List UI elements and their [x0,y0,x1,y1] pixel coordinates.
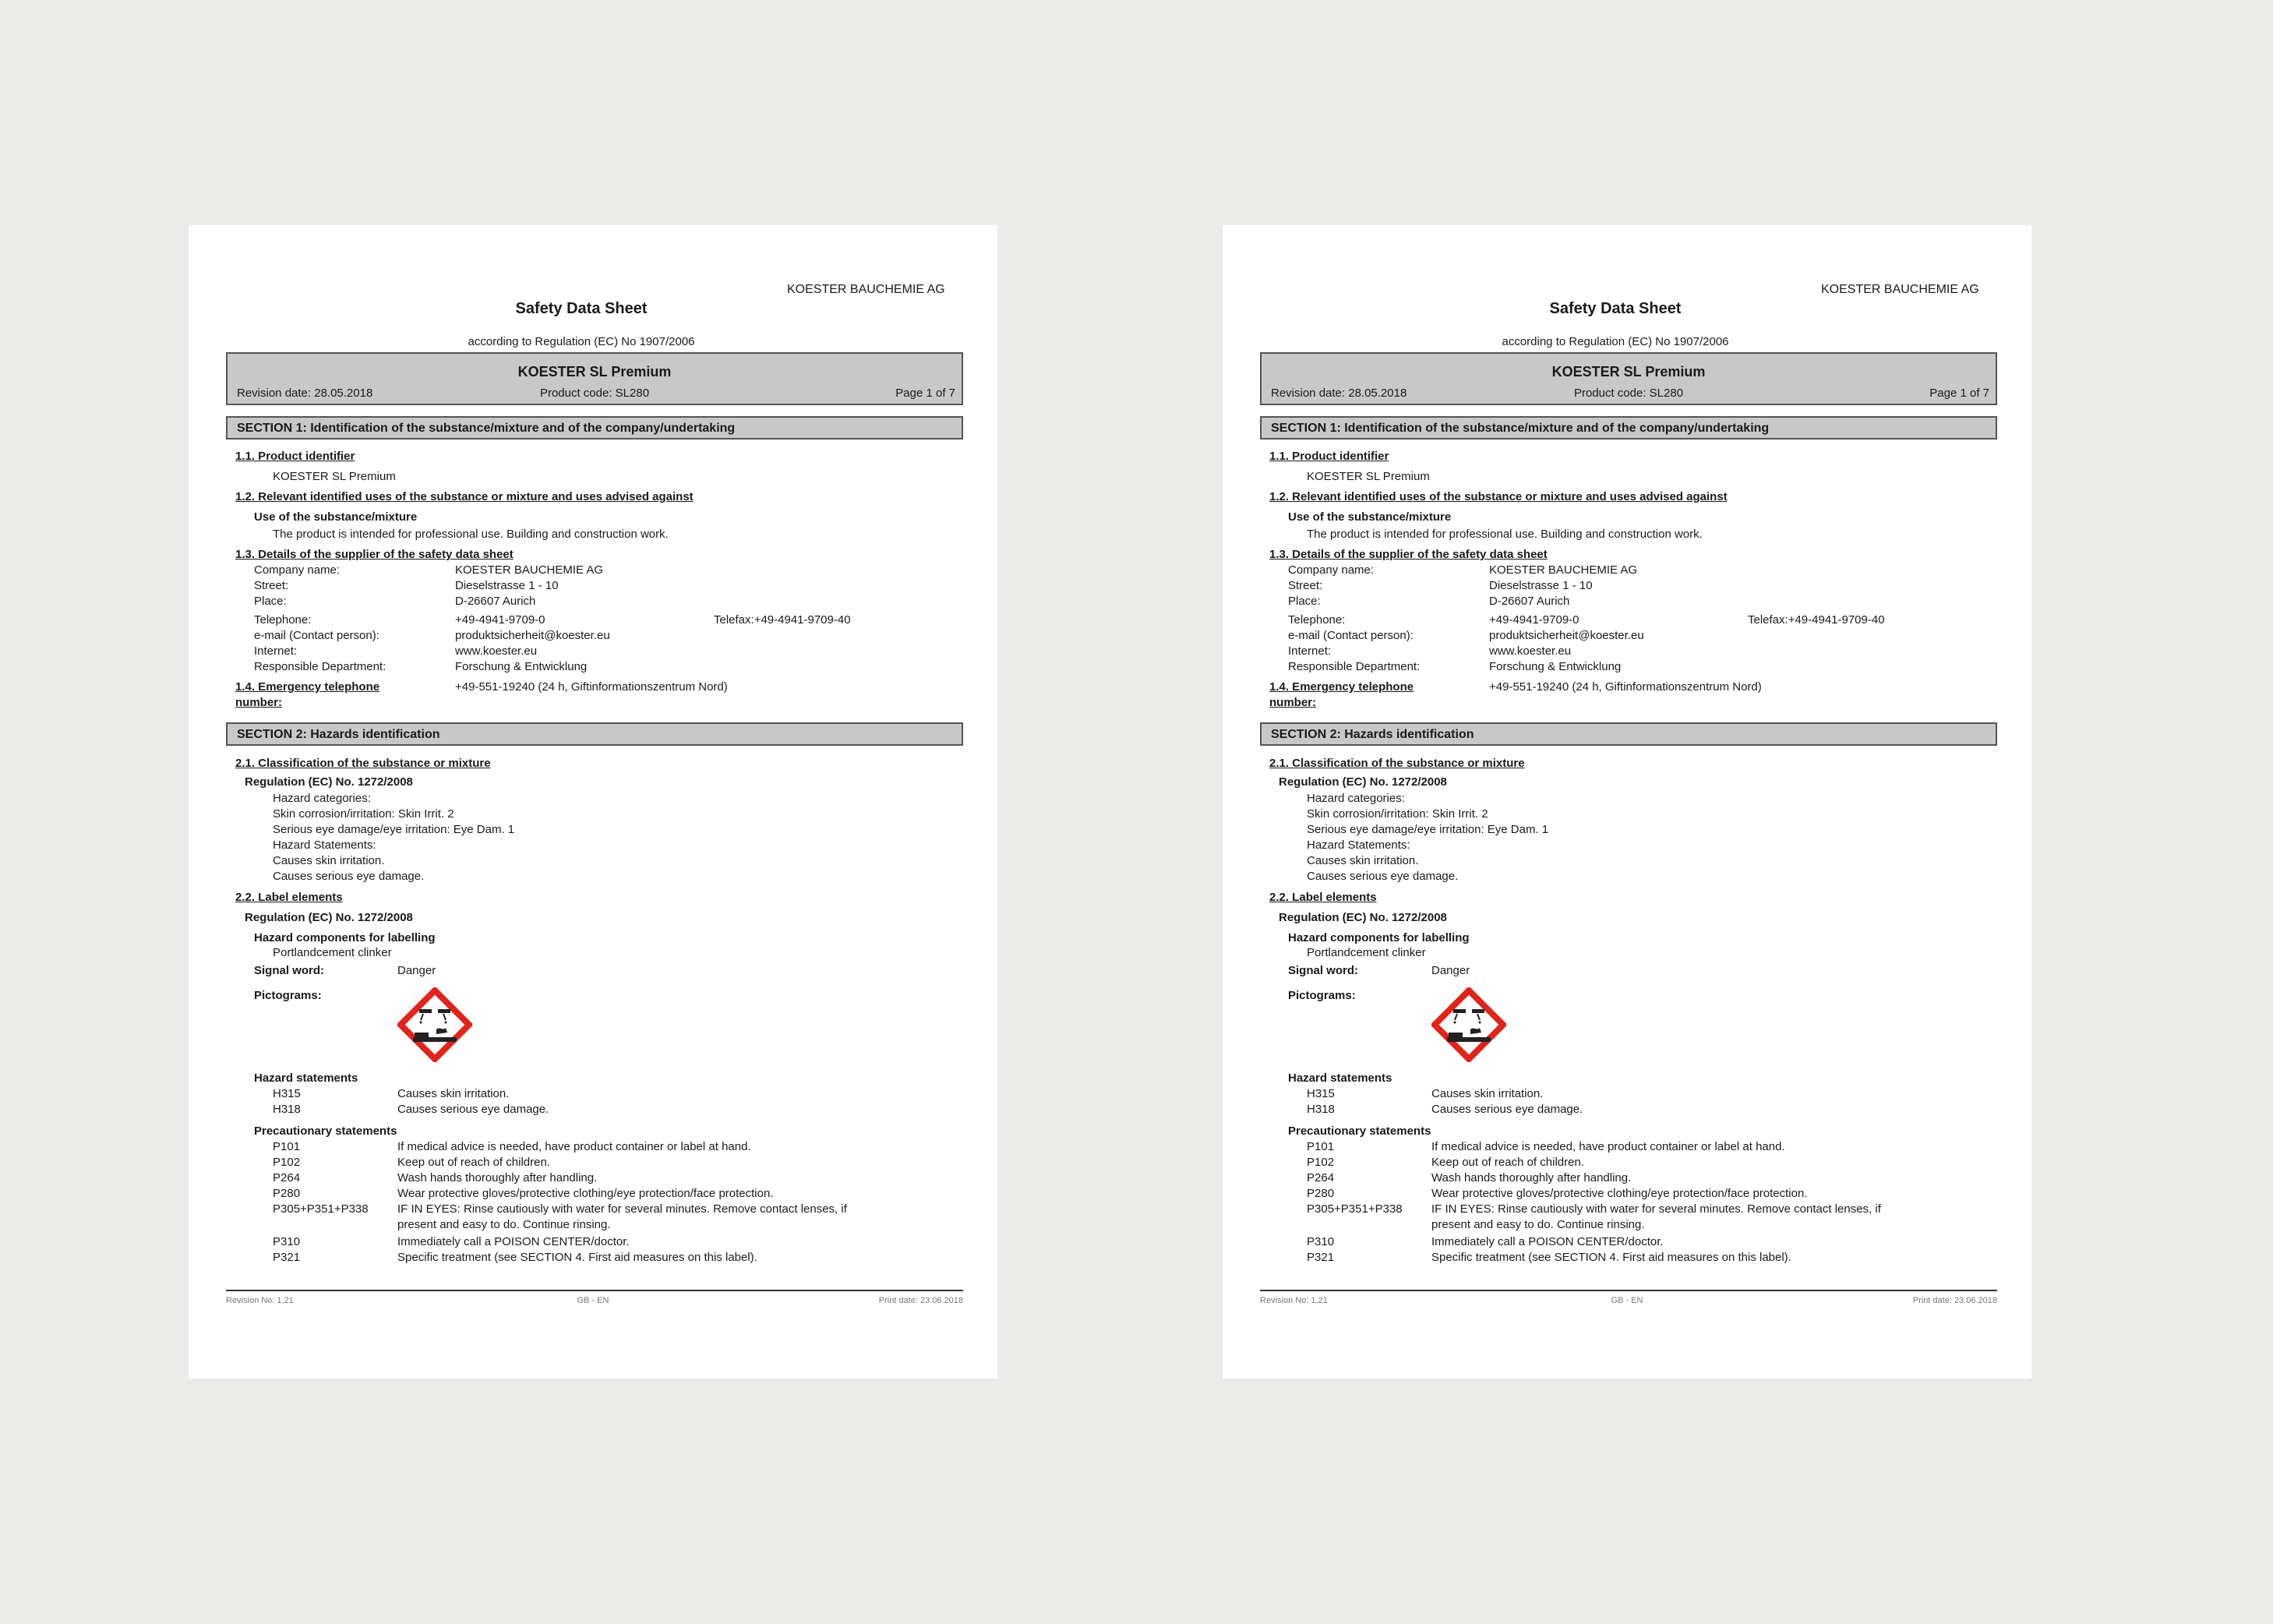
section-1-title: SECTION 1: Identification of the substance/mixture and of the company/undertaking [1260,416,1997,440]
h-statement-code: H315 [1307,1087,1335,1100]
s12-use-label: Use of the substance/mixture [1288,510,1452,524]
s13-heading: 1.3. Details of the supplier of the safety data sheet [1269,548,1548,561]
hazard-statements-label: Hazard Statements: [1307,838,1410,852]
signal-word-value: Danger [1431,964,1470,977]
p-statement-code: P280 [273,1187,301,1200]
causes-eye-text: Causes serious eye damage. [273,870,425,883]
section-2-title: SECTION 2: Hazards identification [226,722,963,746]
internet-label: Internet: [254,644,298,658]
p-statement-code: P310 [1307,1235,1335,1248]
h-statement-code: H318 [1307,1103,1335,1116]
internet-value[interactable]: www.koester.eu [455,644,538,658]
p-statement-text-continued: present and easy to do. Continue rinsing. [1431,1218,1645,1231]
p-statement-text: Wear protective gloves/protective clothing/eye protection/face protection. [1431,1187,1808,1200]
components-value: Portlandcement clinker [1307,946,1426,959]
product-header-box [1260,352,1997,405]
p-statement-text: Keep out of reach of children. [1431,1156,1584,1169]
signal-word-label: Signal word: [1288,964,1358,977]
s21-regulation: Regulation (EC) No. 1272/2008 [245,775,413,789]
pictograms-label: Pictograms: [254,989,322,1002]
footer-print-date: Print date: 23.06.2018 [878,1296,963,1305]
company-label: Company name: [254,563,341,577]
p-statement-code: P101 [1307,1140,1335,1153]
hazard-categories-label: Hazard categories: [273,792,371,805]
p-statement-text: Immediately call a POISON CENTER/doctor. [397,1235,630,1248]
p-statement-text: Immediately call a POISON CENTER/doctor. [1431,1235,1664,1248]
email-value[interactable]: produktsicherheit@koester.eu [455,629,610,642]
h-statement-text: Causes skin irritation. [1431,1087,1544,1100]
h-statement-text: Causes serious eye damage. [1431,1103,1583,1116]
p-statement-text: Wash hands thoroughly after handling. [397,1171,598,1184]
p-statement-text: Wear protective gloves/protective clothing/eye protection/face protection. [397,1187,774,1200]
components-value: Portlandcement clinker [273,946,392,959]
place-value: D-26607 Aurich [1489,595,1570,608]
footer-divider [226,1290,963,1291]
dept-value: Forschung & Entwicklung [1489,660,1622,673]
p-statement-text: If medical advice is needed, have product container or label at hand. [397,1140,751,1153]
email-label: e-mail (Contact person): [254,629,379,642]
street-label: Street: [1288,579,1323,592]
s14-value: +49-551-19240 (24 h, Giftinformationszentrum Nord) [455,680,728,694]
signal-word-value: Danger [397,964,436,977]
telephone-value: +49-4941-9709-0 [455,613,545,627]
s21-regulation: Regulation (EC) No. 1272/2008 [1279,775,1447,789]
s21-heading: 2.1. Classification of the substance or mixture [1269,757,1525,770]
eye-classification: Serious eye damage/eye irritation: Eye Dam. 1 [1307,823,1549,836]
p-statement-code: P280 [1307,1187,1335,1200]
internet-value[interactable]: www.koester.eu [1489,644,1572,658]
ghs05-corrosion-icon [397,987,472,1062]
skin-classification: Skin corrosion/irritation: Skin Irrit. 2 [1307,807,1488,821]
telephone-label: Telephone: [1288,613,1346,627]
street-label: Street: [254,579,289,592]
p-statement-code: P305+P351+P338 [1307,1202,1403,1216]
email-value[interactable]: produktsicherheit@koester.eu [1489,629,1644,642]
regulation-reference: according to Regulation (EC) No 1907/2006 [468,335,695,348]
s12-use-text: The product is intended for professional use. Building and construction work. [1307,528,1703,541]
components-label: Hazard components for labelling [1288,931,1470,944]
hazard-statements-heading: Hazard statements [254,1071,358,1085]
dept-label: Responsible Department: [254,660,386,673]
dept-label: Responsible Department: [1288,660,1421,673]
s11-value: KOESTER SL Premium [273,470,396,483]
p-statement-code: P102 [1307,1156,1335,1169]
sds-page-right [1223,225,2031,1379]
s22-regulation: Regulation (EC) No. 1272/2008 [245,911,413,924]
s11-heading: 1.1. Product identifier [1269,450,1389,463]
signal-word-label: Signal word: [254,964,324,977]
pictograms-label: Pictograms: [1288,989,1356,1002]
place-label: Place: [1288,595,1321,608]
s11-heading: 1.1. Product identifier [235,450,355,463]
footer-revision-no: Revision No: 1,21 [226,1296,294,1305]
section-2-title: SECTION 2: Hazards identification [1260,722,1997,746]
p-statement-code: P310 [273,1235,301,1248]
product-name: KOESTER SL Premium [1551,364,1706,380]
product-name: KOESTER SL Premium [517,364,672,380]
revision-date: Revision date: 28.05.2018 [1271,387,1407,400]
email-label: e-mail (Contact person): [1288,629,1414,642]
s22-heading: 2.2. Label elements [1269,891,1377,904]
company-value: KOESTER BAUCHEMIE AG [1489,563,1638,577]
s13-heading: 1.3. Details of the supplier of the safety data sheet [235,548,514,561]
s14-heading-line1: 1.4. Emergency telephone [1269,680,1414,694]
footer-revision-no: Revision No: 1,21 [1260,1296,1328,1305]
sds-page-left [189,225,997,1379]
causes-skin-text: Causes skin irritation. [1307,854,1419,867]
eye-classification: Serious eye damage/eye irritation: Eye Dam. 1 [273,823,515,836]
h-statement-text: Causes skin irritation. [397,1087,510,1100]
hazard-statements-heading: Hazard statements [1288,1071,1392,1085]
document-title: Safety Data Sheet [1549,300,1682,317]
p-statement-code: P102 [273,1156,301,1169]
street-value: Dieselstrasse 1 - 10 [1489,579,1593,592]
s14-value: +49-551-19240 (24 h, Giftinformationszentrum Nord) [1489,680,1762,694]
p-statement-code: P321 [273,1251,301,1264]
p-statement-text: Specific treatment (see SECTION 4. First aid measures on this label). [397,1251,757,1264]
precautionary-heading: Precautionary statements [1288,1124,1431,1138]
p-statement-text: If medical advice is needed, have product container or label at hand. [1431,1140,1785,1153]
company-label: Company name: [1288,563,1375,577]
place-value: D-26607 Aurich [455,595,536,608]
s21-heading: 2.1. Classification of the substance or mixture [235,757,491,770]
s12-use-text: The product is intended for professional use. Building and construction work. [273,528,669,541]
section-1-title: SECTION 1: Identification of the substance/mixture and of the company/undertaking [226,416,963,440]
company-value: KOESTER BAUCHEMIE AG [455,563,604,577]
s22-regulation: Regulation (EC) No. 1272/2008 [1279,911,1447,924]
telefax-value: Telefax:+49-4941-9709-40 [1748,613,1885,627]
p-statement-text: Keep out of reach of children. [397,1156,550,1169]
hazard-categories-label: Hazard categories: [1307,792,1405,805]
footer-print-date: Print date: 23.06.2018 [1912,1296,1997,1305]
components-label: Hazard components for labelling [254,931,436,944]
s22-heading: 2.2. Label elements [235,891,343,904]
footer-language: GB - EN [577,1296,609,1305]
product-header-box [226,352,963,405]
page-number: Page 1 of 7 [1929,387,1989,400]
p-statement-text: IF IN EYES: Rinse cautiously with water for several minutes. Remove contact lenses, if [1431,1202,1881,1216]
s14-heading-line1: 1.4. Emergency telephone [235,680,380,694]
p-statement-code: P321 [1307,1251,1335,1264]
causes-eye-text: Causes serious eye damage. [1307,870,1459,883]
s11-value: KOESTER SL Premium [1307,470,1430,483]
s14-heading-line2: number: [235,696,282,709]
s12-heading: 1.2. Relevant identified uses of the substance or mixture and uses advised against [1269,490,1728,503]
telephone-label: Telephone: [254,613,312,627]
p-statement-code: P264 [273,1171,301,1184]
internet-label: Internet: [1288,644,1332,658]
s12-heading: 1.2. Relevant identified uses of the substance or mixture and uses advised against [235,490,694,503]
place-label: Place: [254,595,287,608]
precautionary-heading: Precautionary statements [254,1124,397,1138]
h-statement-code: H315 [273,1087,301,1100]
product-code: Product code: SL280 [539,387,650,400]
page-number: Page 1 of 7 [895,387,955,400]
p-statement-text: IF IN EYES: Rinse cautiously with water for several minutes. Remove contact lenses, if [397,1202,847,1216]
regulation-reference: according to Regulation (EC) No 1907/2006 [1502,335,1729,348]
ghs05-corrosion-icon [1431,987,1506,1062]
dept-value: Forschung & Entwicklung [455,660,588,673]
product-code: Product code: SL280 [1573,387,1684,400]
revision-date: Revision date: 28.05.2018 [237,387,373,400]
company-header: KOESTER BAUCHEMIE AG [1821,283,1979,296]
s14-heading-line2: number: [1269,696,1316,709]
p-statement-code: P305+P351+P338 [273,1202,369,1216]
p-statement-code: P264 [1307,1171,1335,1184]
skin-classification: Skin corrosion/irritation: Skin Irrit. 2 [273,807,454,821]
footer-language: GB - EN [1611,1296,1643,1305]
p-statement-code: P101 [273,1140,301,1153]
hazard-statements-label: Hazard Statements: [273,838,376,852]
p-statement-text: Specific treatment (see SECTION 4. First aid measures on this label). [1431,1251,1791,1264]
s12-use-label: Use of the substance/mixture [254,510,418,524]
footer-divider [1260,1290,1997,1291]
p-statement-text-continued: present and easy to do. Continue rinsing. [397,1218,611,1231]
causes-skin-text: Causes skin irritation. [273,854,385,867]
company-header: KOESTER BAUCHEMIE AG [787,283,945,296]
telefax-value: Telefax:+49-4941-9709-40 [714,613,851,627]
document-title: Safety Data Sheet [515,300,648,317]
telephone-value: +49-4941-9709-0 [1489,613,1579,627]
h-statement-text: Causes serious eye damage. [397,1103,549,1116]
street-value: Dieselstrasse 1 - 10 [455,579,559,592]
p-statement-text: Wash hands thoroughly after handling. [1431,1171,1632,1184]
h-statement-code: H318 [273,1103,301,1116]
